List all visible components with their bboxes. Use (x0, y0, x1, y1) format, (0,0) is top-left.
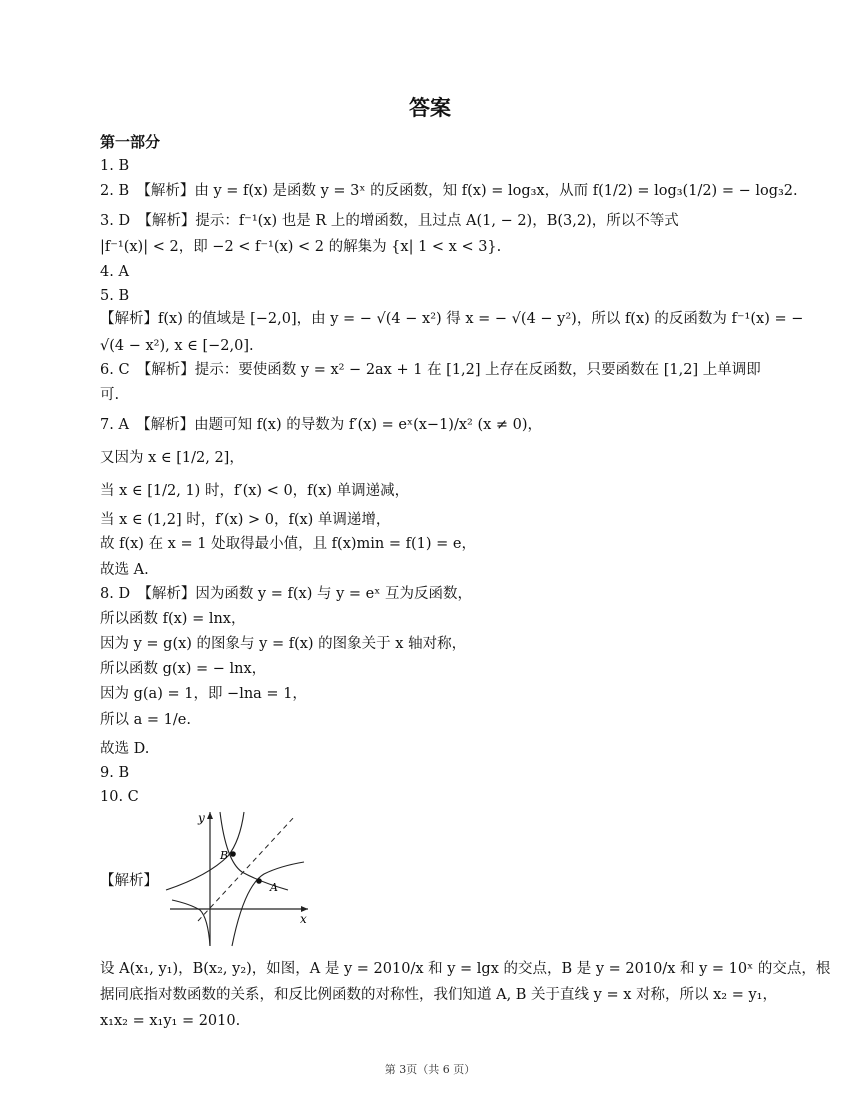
page-footer: 第 3页（共 6 页） (384, 1063, 476, 1076)
answer-line: 9. B (100, 765, 130, 781)
y-axis-label: y (198, 811, 205, 825)
answer-line: 故选 D. (100, 741, 150, 757)
section-heading: 第一部分 (100, 133, 161, 151)
x-axis-label: x (300, 912, 307, 926)
log-curve (232, 862, 304, 946)
answer-line: 8. D 【解析】因为函数 y = f(x) 与 y = eˣ 互为反函数， (100, 586, 472, 602)
answer-line: 4. A (100, 264, 129, 280)
answer-line: 可. (100, 387, 120, 403)
answer-line: 6. C 【解析】提示：要使函数 y = x² − 2ax + 1 在 [1,2] 上存在反函数，只要函数在 [1,2] 上单调即 (100, 362, 761, 378)
answer-line: 5. B (100, 288, 130, 304)
analysis-label: 【解析】 (100, 873, 158, 889)
answer-line: √(4 − x²), x ∈ [−2,0]. (100, 338, 254, 354)
conclusion-line: 设 A(x₁, y₁)，B(x₂, y₂)，如图，A 是 y = 2010/x 和 y = lgx 的交点，B 是 y = 2010/x 和 y = 10ˣ 的交点，根 (100, 961, 831, 977)
answer-line: 7. A 【解析】由题可知 f(x) 的导数为 f′(x) = eˣ(x−1)/x² (x ≠ 0)， (100, 417, 543, 433)
answer-line: 3. D 【解析】提示：f⁻¹(x) 也是 R 上的增函数，且过点 A(1, − 2)，B(3,2)，所以不等式 (100, 213, 679, 229)
answer-line: 当 x ∈ [1/2, 1) 时，f′(x) < 0，f(x) 单调递减， (100, 483, 410, 499)
answer-line: 因为 g(a) = 1，即 −lna = 1， (100, 686, 307, 702)
answer-line: 故选 A. (100, 562, 149, 578)
point-a (256, 878, 262, 884)
answer-line: 【解析】f(x) 的值域是 [−2,0]，由 y = − √(4 − x²) 得 x = − √(4 − y²)，所以 f(x) 的反函数为 f⁻¹(x) = − (100, 311, 804, 327)
point-a-label: A (270, 881, 278, 894)
hyperbola-curve (172, 900, 210, 946)
answer-line: 所以函数 f(x) = lnx， (100, 611, 246, 627)
answer-line: 因为 y = g(x) 的图象与 y = f(x) 的图象关于 x 轴对称， (100, 636, 467, 652)
exponential-curve (166, 812, 244, 890)
function-graph-figure (160, 806, 330, 952)
conclusion-line: x₁x₂ = x₁y₁ = 2010. (100, 1013, 241, 1029)
point-b (230, 851, 236, 857)
answer-line: 1. B (100, 158, 130, 174)
answer-line: 故 f(x) 在 x = 1 处取得最小值，且 f(x)min = f(1) = e， (100, 536, 476, 552)
page-title: 答案 (409, 96, 451, 120)
answer-line: 所以 a = 1/e. (100, 712, 191, 728)
answer-line: 所以函数 g(x) = − lnx， (100, 661, 267, 677)
answer-line: |f⁻¹(x)| < 2，即 −2 < f⁻¹(x) < 2 的解集为 {x| 1 < x < 3}. (100, 239, 502, 255)
answer-line: 当 x ∈ (1,2] 时，f′(x) > 0，f(x) 单调递增， (100, 512, 391, 528)
conclusion-line: 据同底指对数函数的关系，和反比例函数的对称性，我们知道 A, B 关于直线 y = x 对称，所以 x₂ = y₁， (100, 987, 777, 1003)
answer-line: 又因为 x ∈ [1/2, 2]， (100, 450, 244, 466)
answer-line: 10. C (100, 789, 139, 805)
hyperbola-curve (220, 812, 288, 890)
answer-line: 2. B 【解析】由 y = f(x) 是函数 y = 3ˣ 的反函数，知 f(x) = log₃x，从而 f(1/2) = log₃(1/2) = − log₃2. (100, 183, 798, 199)
point-b-label: B (220, 849, 229, 862)
